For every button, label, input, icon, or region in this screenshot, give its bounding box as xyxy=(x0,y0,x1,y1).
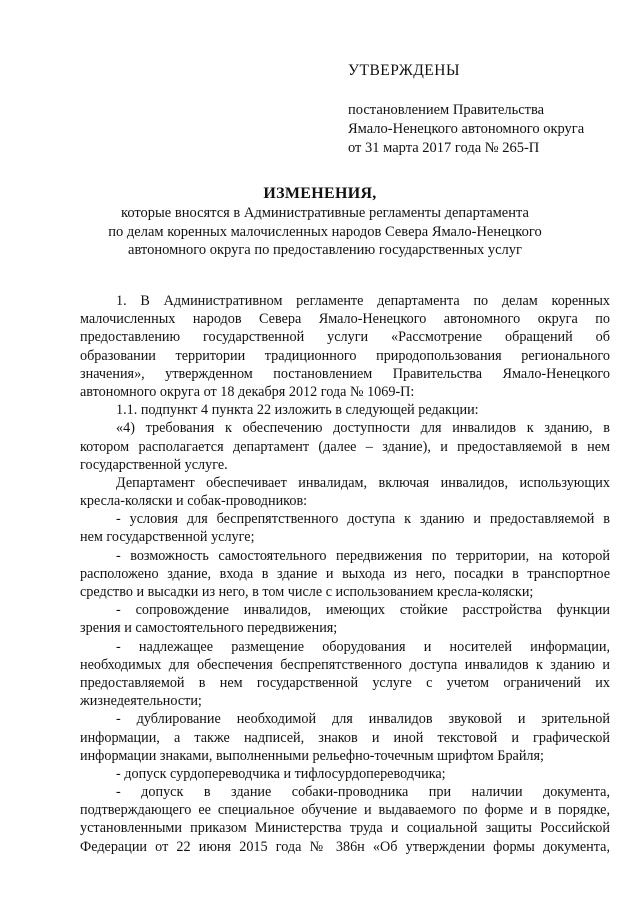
approved-stamp: УТВЕРЖДЕНЫ xyxy=(348,62,460,79)
body-line: значения», утвержденном постановлением Правительства Ямало-Ненецкого xyxy=(80,365,610,382)
document-body xyxy=(80,292,610,856)
body-line: котором располагается департамент (далее – здание), и предоставляемой в нем xyxy=(80,438,610,455)
body-line: - условия для беспрепятственного доступа к зданию и предоставляемой в xyxy=(116,511,610,528)
body-line: - допуск в здание собаки-проводника при наличии документа, xyxy=(116,784,610,801)
body-line: установленными приказом Министерства труда и социальной защиты Российской xyxy=(80,820,610,837)
body-line: Федерации от 22 июня 2015 года № 386н «Об утверждении формы документа, xyxy=(80,838,610,855)
body-line: 1.1. подпункт 4 пункта 22 изложить в следующей редакции: xyxy=(116,402,479,419)
approval-details xyxy=(348,101,584,158)
document-title: ИЗМЕНЕНИЯ, xyxy=(263,185,377,202)
body-line: образовании территории традиционного природопользования регионального xyxy=(80,347,610,364)
body-line: 1. В Административном регламенте департамента по делам коренных xyxy=(116,293,610,309)
subtitle-line: по делам коренных малочисленных народов Севера Ямало-Ненецкого xyxy=(108,223,542,240)
approval-line: от 31 марта 2017 года № 265-П xyxy=(348,140,540,156)
subtitle-line: автономного округа по предоставлению государственных услуг xyxy=(128,242,522,258)
body-line: - возможность самостоятельного передвижения по территории, на которой xyxy=(116,547,610,564)
approval-line: постановлением Правительства xyxy=(348,102,545,118)
body-line: государственной услуге. xyxy=(80,456,228,473)
body-line: необходимых для обеспечения беспрепятственного доступа инвалидов к зданию и xyxy=(80,656,610,673)
body-line: кресла-коляски и собак-проводников: xyxy=(80,493,308,510)
body-line: «4) требования к обеспечению доступности для инвалидов к зданию, в xyxy=(116,420,610,437)
body-line: расположено здание, входа в здание и выхода из него, посадки в транспортное xyxy=(80,565,610,582)
body-line: жизнедеятельности; xyxy=(80,693,202,710)
body-line: - дублирование необходимой для инвалидов звуковой и зрительной xyxy=(116,711,610,728)
body-line: Департамент обеспечивает инвалидам, включая инвалидов, использующих xyxy=(116,474,610,491)
approval-line: Ямало-Ненецкого автономного округа xyxy=(348,121,585,137)
body-line: - надлежащее размещение оборудования и носителей информации, xyxy=(116,638,610,655)
body-line: средство и высадки из него, в том числе с использованием кресла-коляски; xyxy=(80,584,534,600)
document-subtitle xyxy=(60,204,590,260)
body-line: предоставлению государственной услуги «Рассмотрение обращений об xyxy=(80,329,610,346)
body-line: нем государственной услуге; xyxy=(80,529,255,546)
subtitle-line: которые вносятся в Административные регламенты департамента xyxy=(121,205,529,221)
body-line: - сопровождение инвалидов, имеющих стойкие расстройства функции xyxy=(116,602,610,619)
body-line: - допуск сурдопереводчика и тифлосурдопереводчика; xyxy=(116,765,446,782)
body-line: предоставляемой в нем государственной услуге с учетом ограничений их xyxy=(80,674,610,691)
body-line: информации знаками, выполненными рельефно-точечным шрифтом Брайля; xyxy=(80,747,544,764)
body-line: автономного округа от 18 декабря 2012 года № 1069-П: xyxy=(80,383,415,400)
body-line: подтверждающего ее специальное обучение и выдаваемого по форме и в порядке, xyxy=(80,802,610,819)
body-line: зрения и самостоятельного передвижения; xyxy=(80,620,338,637)
body-line: малочисленных народов Севера Ямало-Ненецкого автономного округа по xyxy=(80,311,610,328)
body-line: информации, а также надписей, знаков и иной текстовой и графической xyxy=(80,729,610,746)
